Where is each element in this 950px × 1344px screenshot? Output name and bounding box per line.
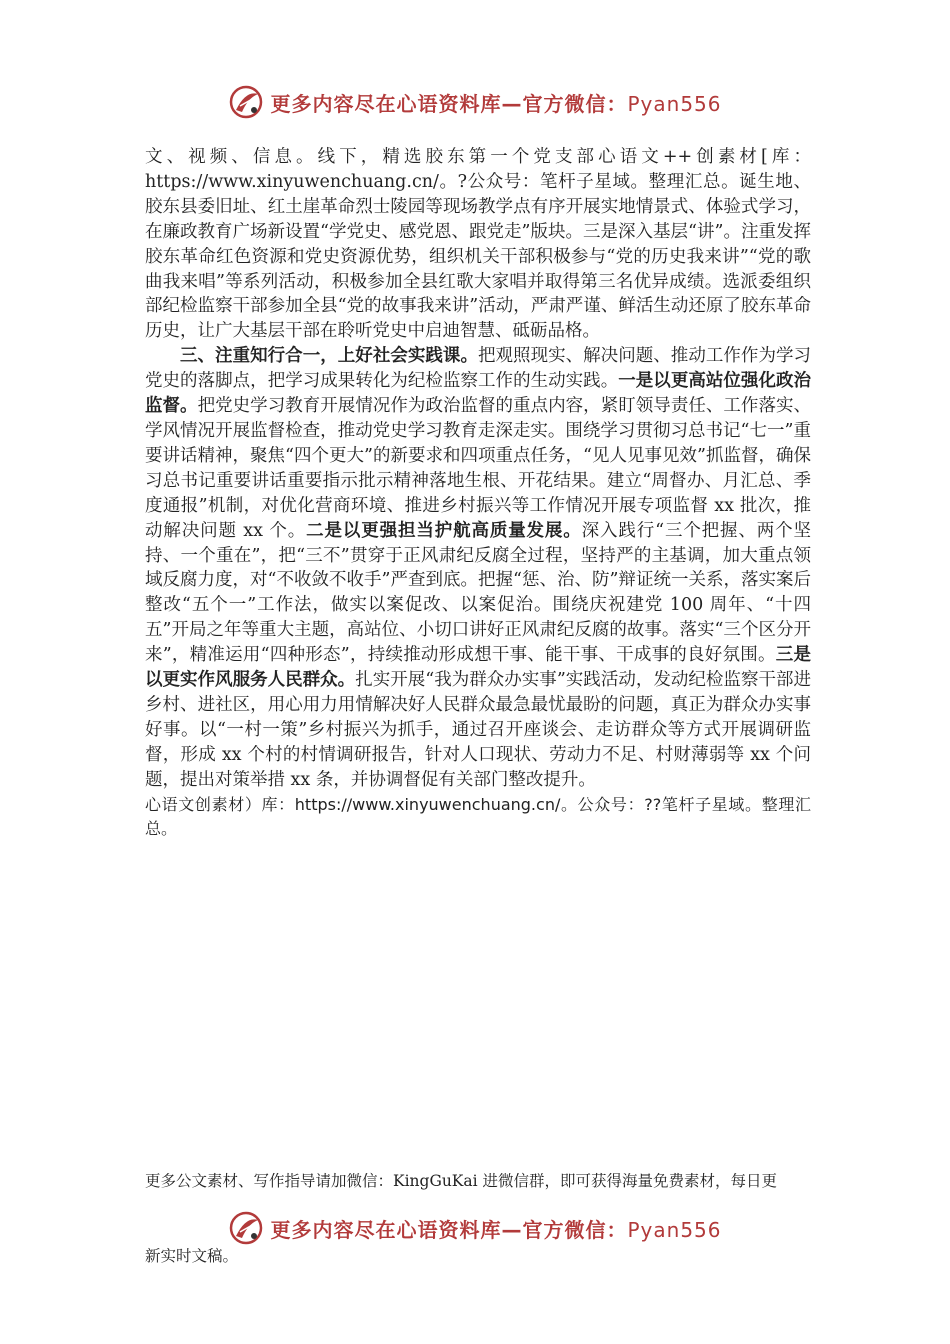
- subheading-2: 二是以更强担当护航高质量发展。: [306, 520, 582, 541]
- header-banner: [0, 80, 950, 124]
- banner-inner: [228, 84, 721, 120]
- section-heading: 三、注重知行合一，上好社会实践课。: [180, 346, 478, 367]
- footer-brand-logo-icon: [228, 1210, 264, 1246]
- footer-banner: [0, 1206, 950, 1250]
- footer-banner-text: [270, 1214, 721, 1243]
- source-line: 心语文创素材）库：https://www.xinyuwenchuang.cn/。公众号：??笔杆子星域。整理汇总。: [145, 794, 811, 839]
- footer-banner-inner: [228, 1210, 721, 1246]
- subheading-3: 三是以更实作风服务人民群众。: [145, 645, 812, 691]
- footer-banner-dash: —: [501, 1217, 523, 1242]
- banner-main: 更多内容尽在心语资料库: [270, 91, 502, 116]
- banner-wechat-label: 官方微信：: [522, 91, 628, 116]
- footer-banner-main: 更多内容尽在心语资料库: [270, 1217, 502, 1242]
- paragraph-2-part-3: 扎实开展“我为群众办实事”实践活动，发动纪检监察干部进乡村、进社区，用心用力用情解决好人民群众最急最忧最盼的问题，真正为群众办实事好事。以“一村一策”乡村振兴为抓手，通过召开座谈会、走访群众等方式开展调研监督，形成 xx 个村的村情调研报告，针对人口现状、劳动力不足、村财薄弱等 xx 个问题，提出对策举措 xx 条，并协调督促有关部门整改提升。: [145, 670, 811, 790]
- footer-banner-wechat-label: 官方微信：: [522, 1217, 628, 1242]
- banner-text: [270, 88, 721, 117]
- paragraph-2-part-1: 把党史学习教育开展情况作为政治监督的重点内容，紧盯领导责任、工作落实、学风情况开展监督检查，推动党史学习教育走深走实。围绕学习贯彻习总书记“七一”重要讲话精神，聚焦“四个更大”的新要求和四项重点任务，“见人见事见效”抓监督，确保习总书记重要讲话重要指示批示精神落地生根、开花结果。建立“周督办、月汇总、季度通报”机制，对优化营商环境、推进乡村振兴等工作情况开展专项监督 xx 批次，推动解决问题 xx 个。: [145, 396, 812, 541]
- paragraph-1: 文、视频、信息。线下，精选胶东第一个党支部心语文++创素材[库：https://www.xinyuwenchuang.cn/。?公众号：笔杆子星域。整理汇总。诞生地、胶东县委旧址、红土崖革命烈士陵园等现场教学点有序开展实地情景式、体验式学习，在廉政教育广场新设置“学党史、感党恩、跟党走”版块。三是深入基层“讲”。注重发挥胶东革命红色资源和党史资源优势，组织机关干部积极参与“党的历史我来讲”“党的歌曲我来唱”等系列活动，积极参加全县红歌大家唱并取得第三名优异成绩。选派委组织部纪检监察干部参加全县“党的故事我来讲”活动，严肃严谨、鲜活生动还原了胶东革命历史，让广大基层干部在聆听党史中启迪智慧、砥砺品格。: [145, 147, 811, 342]
- banner-dash: —: [501, 91, 523, 116]
- footer-line-1: 更多公文素材、写作指导请加微信：KingGuKai 进微信群，即可获得海量免费素材，每日更: [145, 1172, 778, 1190]
- paragraph-2: [145, 344, 811, 792]
- paragraph-2-part-2: 深入践行“三个把握、两个坚持、一个重在”，把“三不”贯穿于正风肃纪反腐全过程，坚持严的主基调，加大重点领域反腐力度，对“不收敛不收手”严查到底。把握“惩、治、防”辩证统一关系，落实案后整改“五个一”工作法，做实以案促改、以案促治。围绕庆祝建党 100 周年、“十四五”开局之年等重大主题，高站位、小切口讲好正风肃纪反腐的故事。落实“三个区分开来”，精准运用“四种形态”，持续推动形成想干事、能干事、干成事的良好氛围。: [145, 520, 812, 666]
- subheading-1: 一是以更高站位强化政治监督。: [145, 371, 812, 417]
- banner-handle: Pyan556: [627, 91, 722, 116]
- footer-line-2: 新实时文稿。: [145, 1247, 239, 1265]
- paragraph-2-intro: 把观照现实、解决问题、推动工作作为学习党史的落脚点，把学习成果转化为纪检监察工作的生动实践。: [145, 346, 811, 392]
- footer-banner-handle: Pyan556: [627, 1217, 722, 1242]
- brand-logo-icon: [228, 84, 264, 120]
- document-body: [145, 145, 811, 842]
